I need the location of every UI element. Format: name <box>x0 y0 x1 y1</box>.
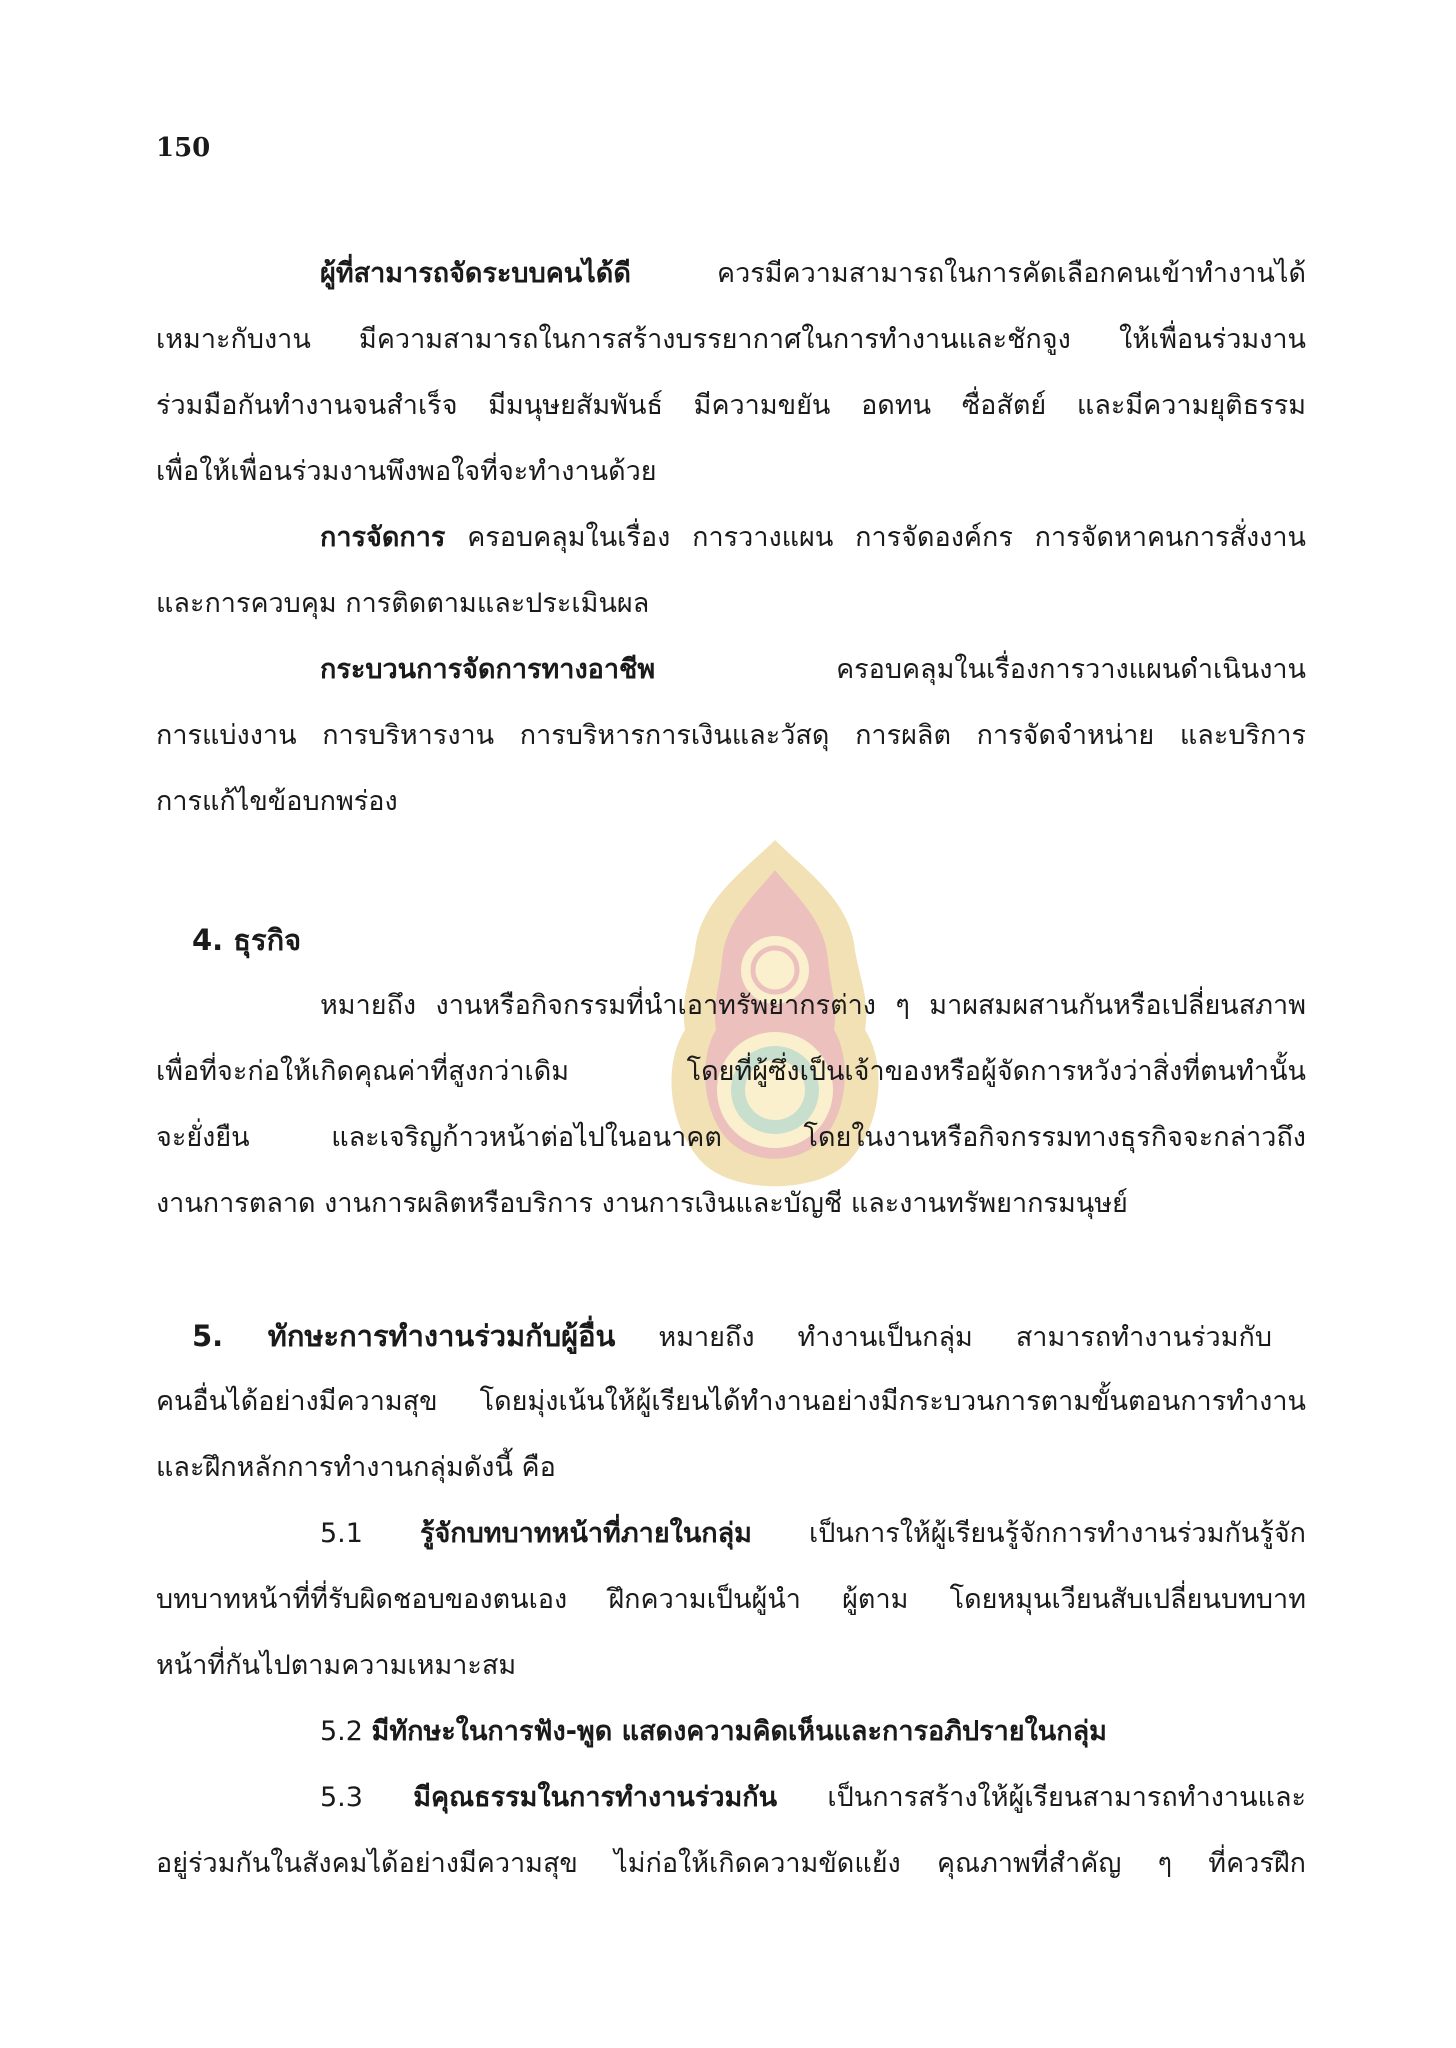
paragraph-line: กระบวนการจัดการทางอาชีพ ครอบคลุมในเรื่องการวางแผนดำเนินงาน <box>320 654 1306 685</box>
paragraph-line: อยู่ร่วมกันในสังคมได้อย่างมีความสุข ไม่ก่อให้เกิดความขัดแย้ง คุณภาพที่สำคัญ ๆ ที่ควรฝึก <box>156 1848 1306 1879</box>
paragraph-line: บทบาทหน้าที่ที่รับผิดชอบของตนเอง ฝึกความเป็นผู้นำ ผู้ตาม โดยหมุนเวียนสับเปลี่ยนบทบาท <box>156 1584 1306 1615</box>
paragraph-line: การแบ่งงาน การบริหารงาน การบริหารการเงินและวัสดุ การผลิต การจัดจำหน่าย และบริการ <box>156 720 1306 751</box>
paragraph-line: ผู้ที่สามารถจัดระบบคนได้ดี ควรมีความสามารถในการคัดเลือกคนเข้าทำงานได้ <box>320 258 1306 289</box>
section-heading-4: 4. ธุรกิจ <box>192 923 302 957</box>
paragraph-line: การแก้ไขข้อบกพร่อง <box>156 786 398 817</box>
page-number: 150 <box>156 133 211 163</box>
paragraph-line: และการควบคุม การติดตามและประเมินผล <box>156 588 650 619</box>
paragraph-line: หมายถึง งานหรือกิจกรรมที่นำเอาทรัพยากรต่าง ๆ มาผสมผสานกันหรือเปลี่ยนสภาพ <box>320 990 1306 1021</box>
subsection-5-3: 5.3 มีคุณธรรมในการทำงานร่วมกัน เป็นการสร้างให้ผู้เรียนสามารถทำงานและ <box>320 1782 1306 1813</box>
paragraph-line: ร่วมมือกันทำงานจนสำเร็จ มีมนุษยสัมพันธ์ มีความขยัน อดทน ซื่อสัตย์ และมีความยุติธรรม <box>156 390 1306 421</box>
paragraph-line: จะยั่งยืน และเจริญก้าวหน้าต่อไปในอนาคต โดยในงานหรือกิจกรรมทางธุรกิจจะกล่าวถึง <box>156 1122 1306 1153</box>
paragraph-line: หน้าที่กันไปตามความเหมาะสม <box>156 1650 517 1681</box>
paragraph-line: คนอื่นได้อย่างมีความสุข โดยมุ่งเน้นให้ผู้เรียนได้ทำงานอย่างมีกระบวนการตามขั้นตอนการทำงาน <box>156 1386 1306 1417</box>
paragraph-line: เพื่อที่จะก่อให้เกิดคุณค่าที่สูงกว่าเดิม โดยที่ผู้ซึ่งเป็นเจ้าของหรือผู้จัดการหวังว่าสิ่งที่ตนทำนั้น <box>156 1056 1306 1087</box>
subsection-5-2: 5.2 มีทักษะในการฟัง-พูด แสดงความคิดเห็นและการอภิปรายในกลุ่ม <box>320 1716 1107 1747</box>
subsection-5-1: 5.1 รู้จักบทบาทหน้าที่ภายในกลุ่ม เป็นการให้ผู้เรียนรู้จักการทำงานร่วมกันรู้จัก <box>320 1518 1306 1549</box>
section-heading-5: 5. ทักษะการทำงานร่วมกับผู้อื่น หมายถึง ทำงานเป็นกลุ่ม สามารถทำงานร่วมกับ <box>192 1319 1272 1353</box>
paragraph-line: เพื่อให้เพื่อนร่วมงานพึงพอใจที่จะทำงานด้วย <box>156 456 657 487</box>
paragraph-line: และฝึกหลักการทำงานกลุ่มดังนี้ คือ <box>156 1452 556 1483</box>
paragraph-line: งานการตลาด งานการผลิตหรือบริการ งานการเงินและบัญชี และงานทรัพยากรมนุษย์ <box>156 1188 1128 1219</box>
paragraph-line: เหมาะกับงาน มีความสามารถในการสร้างบรรยากาศในการทำงานและชักจูง ให้เพื่อนร่วมงาน <box>156 324 1306 355</box>
paragraph-line: การจัดการ ครอบคลุมในเรื่อง การวางแผน การจัดองค์กร การจัดหาคนการสั่งงาน <box>320 522 1306 553</box>
